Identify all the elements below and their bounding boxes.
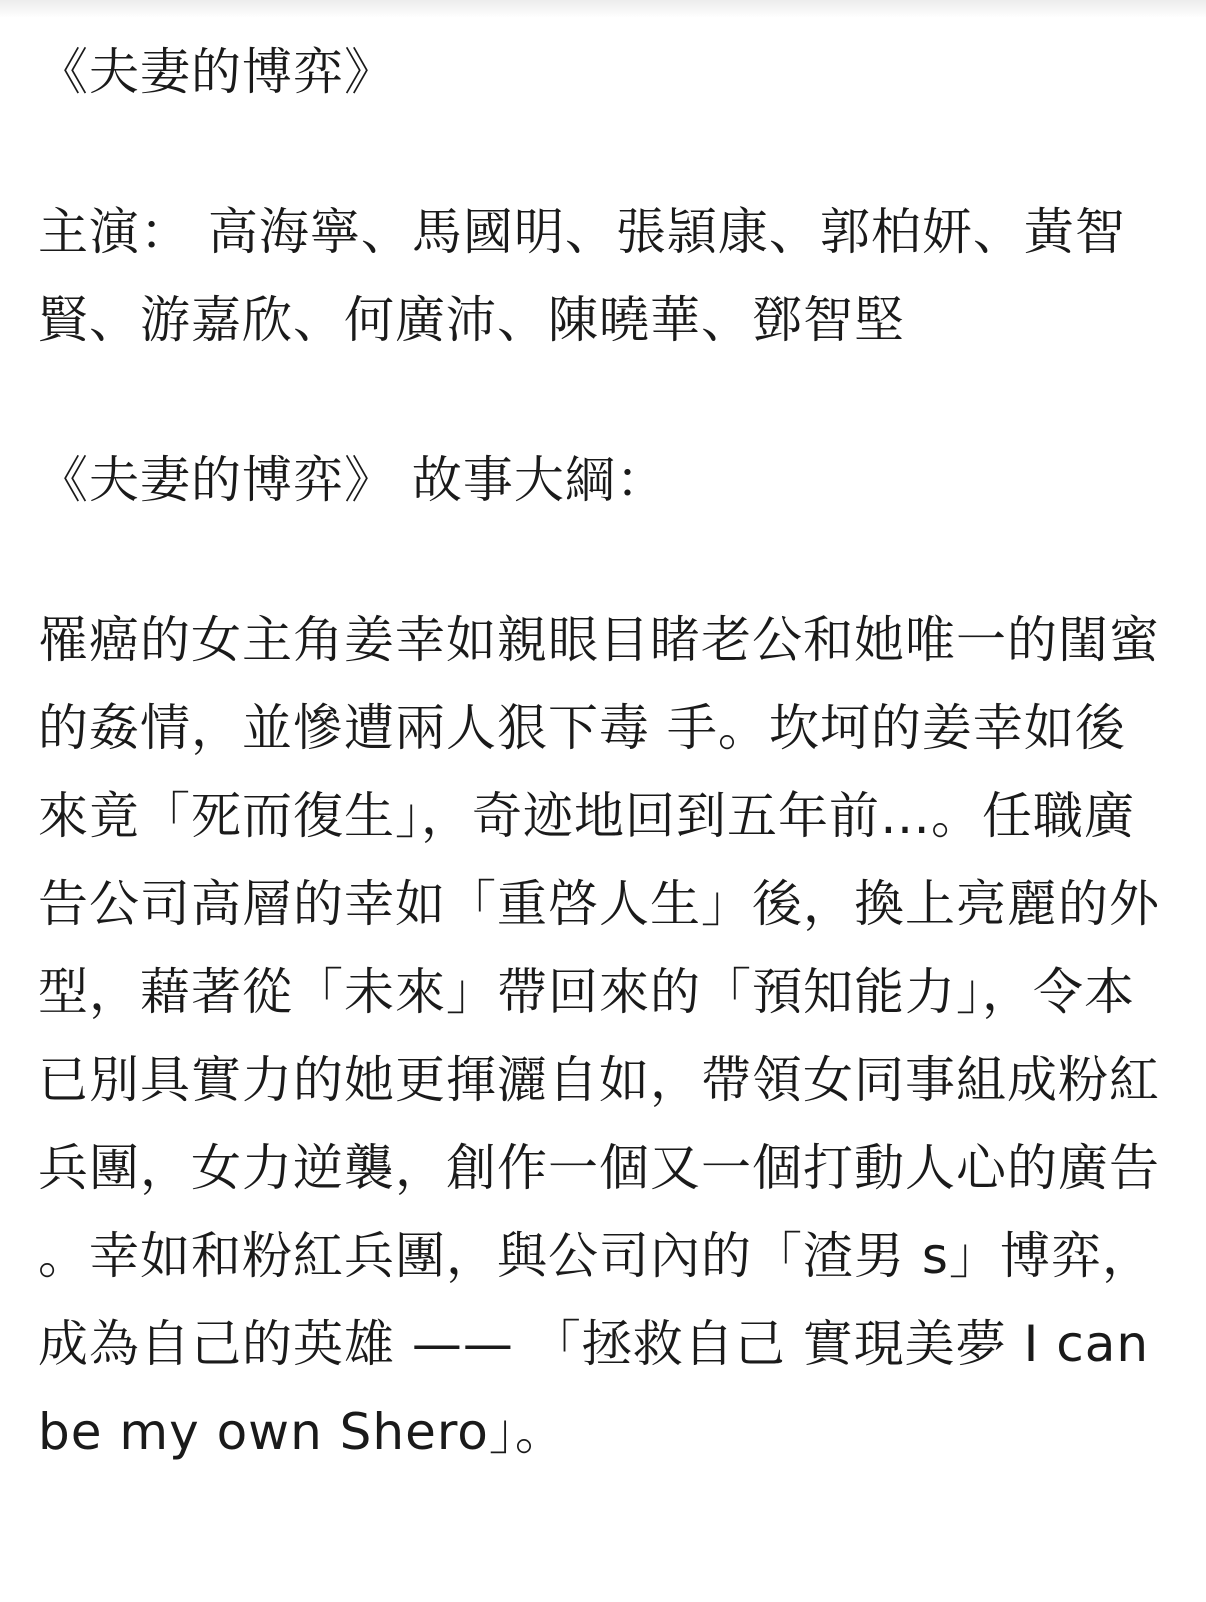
spacer — [38, 364, 1168, 436]
spacer — [38, 116, 1168, 188]
drama-title: 《夫妻的博弈》 — [38, 43, 395, 101]
spacer — [38, 524, 1168, 596]
synopsis-paragraph: 罹癌的女主角姜幸如親眼目睹老公和她唯一的閨蜜的姦情，並慘遭兩人狠下毒 手。坎坷的姜幸如後來竟「死而復生」，奇迹地回到五年前…。任職廣告公司高層的幸如「重啓人生」後，換上亮麗的外型，藉著從「未來」帶回來的「預知能力」，令本已別具實力的她更揮灑自如，帶領女同事組成粉紅兵團，女力逆襲，創作一個又一個打動人心的廣告。幸如和粉紅兵團，與公司內的「渣男 s」博弈，成為自己的英雄 —— 「拯救自己 實現美夢 I can be my own Shero」。 — [38, 611, 1160, 1461]
top-bar-shadow — [0, 0, 1206, 18]
cast-paragraph: 主演： 高海寧、馬國明、張頴康、郭柏妍、黃智賢、游嘉欣、何廣沛、陳曉華、鄧智堅 — [38, 203, 1126, 349]
synopsis-heading: 《夫妻的博弈》 故事大綱： — [38, 451, 667, 509]
article-body — [38, 28, 1168, 1476]
